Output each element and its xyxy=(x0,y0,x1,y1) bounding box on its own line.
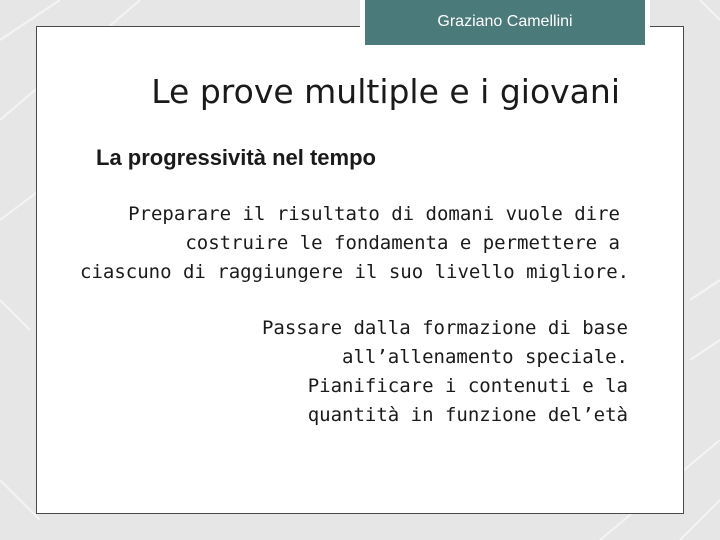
paragraph-1-line: ciascuno di raggiungere il suo livello migliore. xyxy=(80,261,630,283)
paragraph-1 xyxy=(80,200,630,287)
author-label: Graziano Camellini xyxy=(365,0,645,45)
paragraph-1-line: Preparare il risultato di domani vuole dire xyxy=(128,203,620,225)
slide-subtitle: La progressività nel tempo xyxy=(96,145,376,170)
author-tab xyxy=(360,0,650,50)
paragraph-2-line: all’allenamento speciale. xyxy=(342,346,628,368)
paragraph-1-line: costruire le fondamenta e permettere a xyxy=(185,232,620,254)
paragraph-2-line: Passare dalla formazione di base xyxy=(261,317,628,339)
paragraph-2-line: Pianificare i contenuti e la xyxy=(307,375,628,397)
slide-title: Le prove multiple e i giovani xyxy=(151,72,620,111)
paragraph-2-line: quantità in funzione del’età xyxy=(307,404,628,426)
paragraph-2 xyxy=(88,314,628,430)
